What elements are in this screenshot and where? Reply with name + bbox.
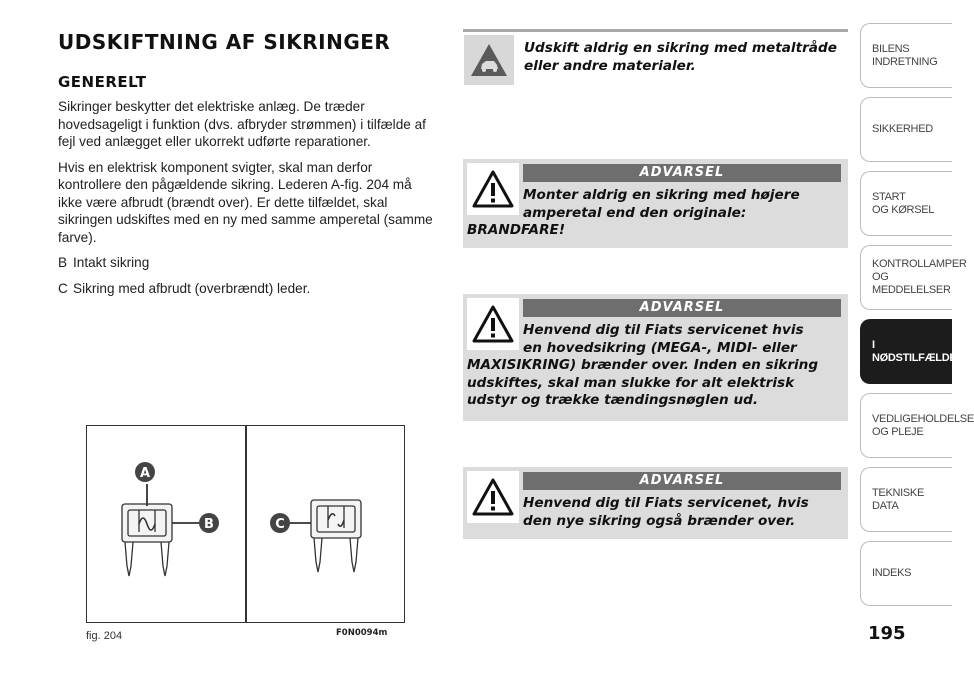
- section-subtitle: GENERELT: [58, 73, 147, 91]
- tab-bilens-indretning[interactable]: [860, 23, 952, 88]
- note-text: Udskift aldrig en sikring med metaltråde eller andre materialer.: [524, 40, 837, 74]
- tab-tekniske-data[interactable]: [860, 467, 952, 532]
- warning-box: [463, 294, 848, 421]
- car-service-icon: [464, 35, 514, 85]
- intact-fuse-drawing: [122, 484, 199, 576]
- figure-caption: fig. 204: [86, 630, 123, 642]
- warning-triangle-icon: [467, 471, 519, 523]
- body-text: [58, 98, 436, 305]
- tab-label: KONTROLLAMPER OG MEDDELELSER: [872, 258, 967, 296]
- top-rule: [463, 29, 848, 32]
- tab-vedligeholdelse[interactable]: [860, 393, 974, 458]
- warning-triangle-icon: [467, 298, 519, 350]
- tab-start-og-korsel[interactable]: [860, 171, 952, 236]
- warning-label: ADVARSEL: [523, 299, 841, 317]
- warning-text-lead: Henvend dig til Fiats servicenet, hvis den nye sikring også brænder over.: [523, 495, 809, 529]
- tab-label: SIKKERHED: [872, 123, 933, 135]
- callout-c: [270, 513, 290, 533]
- blown-fuse-drawing: [289, 500, 361, 572]
- tab-label: I NØDSTILFÆLDE: [872, 338, 957, 364]
- tab-indeks[interactable]: [860, 541, 952, 606]
- list-item-label: B: [58, 255, 68, 270]
- page-title: UDSKIFTNING AF SIKRINGER: [58, 30, 391, 54]
- callout-b: [199, 513, 219, 533]
- fuse-figure: [86, 425, 405, 623]
- tab-sikkerhed[interactable]: [860, 97, 952, 162]
- warning-text-lead: Henvend dig til Fiats servicenet hvis en hovedsikring (MEGA-, MIDI- eller: [523, 322, 804, 356]
- tab-label: VEDLIGEHOLDELSE OG PLEJE: [872, 412, 974, 438]
- page-number: 195: [868, 623, 906, 644]
- list-item-text: Intakt sikring: [73, 255, 150, 270]
- callout-a-label: A: [139, 466, 151, 481]
- list-item-label: C: [58, 280, 68, 296]
- list-item: [58, 280, 436, 298]
- warning-text-rest: MAXISIKRING) brænder over. Inden en sikring udskiftes, skal man slukke for alt elektrisk udstyr og trække tændingsnøglen ud.: [467, 357, 819, 408]
- fuse-illustration: [87, 426, 404, 622]
- list-item-text: Sikring med afbrudt (overbrændt) leder.: [73, 280, 311, 296]
- callout-c-label: C: [275, 517, 285, 532]
- warning-text-rest: BRANDFARE!: [467, 222, 566, 238]
- tab-label: TEKNISKE DATA: [872, 486, 925, 512]
- warning-triangle-icon: [467, 163, 519, 215]
- paragraph: Sikringer beskytter det elektriske anlæg. De træder hovedsageligt i funktion (dvs. afbryder strømmen) i tilfælde af fejl ved anlægget eller ukorrekt udførte reparationer.: [58, 99, 426, 149]
- callout-a: [135, 462, 155, 482]
- tab-label: BILENS INDRETNING: [872, 42, 938, 68]
- tab-label: INDEKS: [872, 567, 912, 579]
- paragraph: Hvis en elektrisk komponent svigter, skal man derfor kontrollere den pågældende sikring. Lederen A-fig. 204 må ikke være afbrudt (brændt over). Er dette tilfældet, skal sikringen udskiftes med en ny med samme amperetal (samme farve).: [58, 159, 433, 245]
- tab-label: START OG KØRSEL: [872, 190, 935, 216]
- warning-label: ADVARSEL: [523, 472, 841, 490]
- note-box: [463, 34, 848, 86]
- tab-kontrollamper[interactable]: [860, 245, 967, 310]
- tab-i-nodstilfaelde[interactable]: [860, 319, 957, 384]
- warning-box: [463, 159, 848, 248]
- list-item: [58, 254, 436, 272]
- warning-label: ADVARSEL: [523, 164, 841, 182]
- warning-text-lead: Monter aldrig en sikring med højere amperetal end den originale:: [523, 187, 800, 221]
- figure-code: F0N0094m: [336, 628, 388, 638]
- callout-b-label: B: [204, 517, 214, 532]
- warning-box: [463, 467, 848, 539]
